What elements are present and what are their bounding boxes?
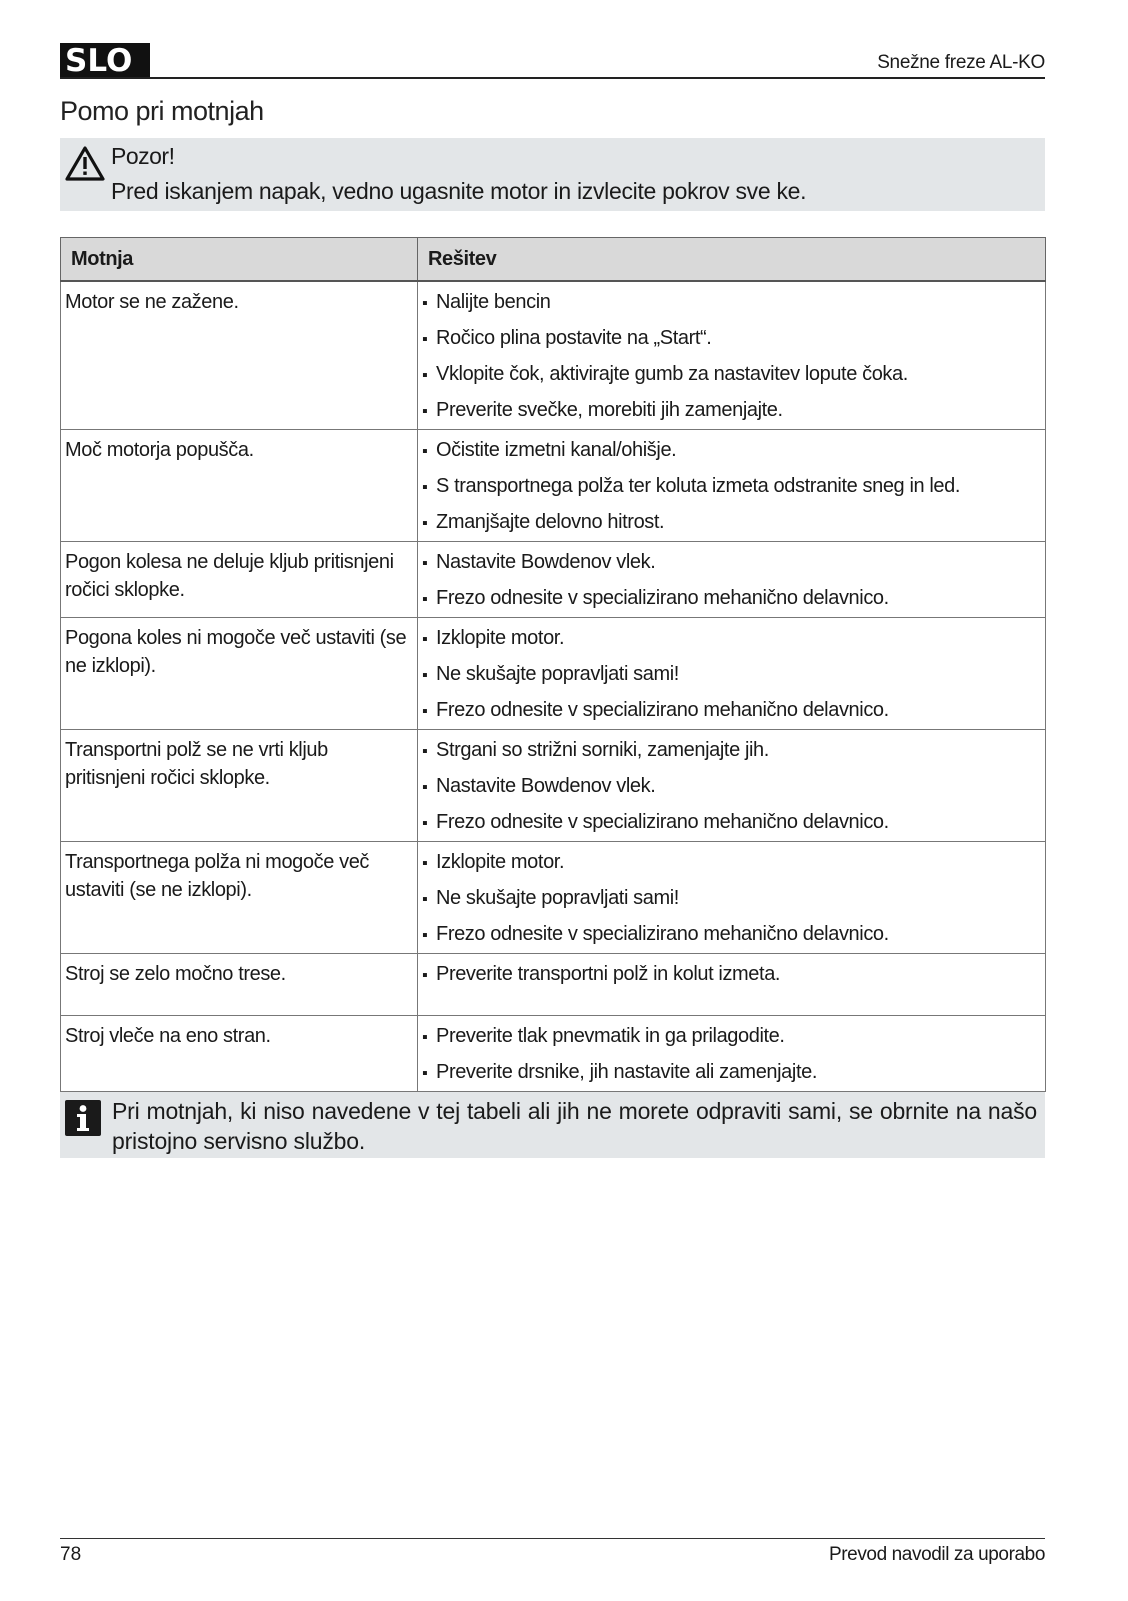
- solution-item: [422, 657, 1041, 693]
- fault-cell: Stroj se zelo močno trese.: [61, 953, 418, 1015]
- solution-item: [422, 621, 1041, 657]
- solution-list: [422, 545, 1041, 617]
- solution-item: [422, 545, 1041, 581]
- bullet-icon: ▪: [422, 890, 428, 908]
- solution-cell: [418, 429, 1046, 541]
- solution-item: [422, 805, 1041, 841]
- solution-cell: [418, 617, 1046, 729]
- bullet-icon: ▪: [422, 702, 428, 720]
- bullet-icon: ▪: [422, 442, 428, 460]
- solution-list: [422, 957, 1041, 993]
- warning-box: [60, 138, 1045, 211]
- solution-list: [422, 621, 1041, 729]
- bullet-icon: ▪: [422, 1064, 428, 1082]
- solution-list: [422, 285, 1041, 429]
- solution-item: [422, 1055, 1041, 1091]
- solution-text: S transportnega polža ter koluta izmeta odstranite sneg in led.: [436, 474, 961, 497]
- fault-cell: Stroj vleče na eno stran.: [61, 1015, 418, 1091]
- solution-text: Zmanjšajte delovno hitrost.: [436, 510, 665, 533]
- solution-list: [422, 733, 1041, 841]
- page-number: 78: [60, 1544, 82, 1565]
- solution-cell: [418, 953, 1046, 1015]
- solution-text: Nastavite Bowdenov vlek.: [436, 550, 656, 573]
- solution-item: [422, 845, 1041, 881]
- bullet-icon: ▪: [422, 590, 428, 608]
- solution-text: Nastavite Bowdenov vlek.: [436, 774, 656, 797]
- table-row: [61, 429, 1046, 541]
- bullet-icon: ▪: [422, 1028, 428, 1046]
- bullet-icon: ▪: [422, 854, 428, 872]
- bullet-icon: ▪: [422, 742, 428, 760]
- solution-text: Preverite tlak pnevmatik in ga prilagodite.: [436, 1024, 785, 1047]
- bullet-icon: ▪: [422, 778, 428, 796]
- solution-item: [422, 469, 1041, 505]
- bullet-icon: ▪: [422, 514, 428, 532]
- solution-item: [422, 393, 1041, 429]
- fault-cell: Transportnega polža ni mogoče več ustaviti (se ne izklopi).: [61, 841, 418, 953]
- bullet-icon: ▪: [422, 814, 428, 832]
- solution-text: Izklopite motor.: [436, 626, 565, 649]
- solution-item: [422, 917, 1041, 953]
- table-row: [61, 1015, 1046, 1091]
- column-header-solution: Rešitev: [418, 238, 1046, 281]
- header-document-title: Snežne freze AL-KO: [877, 52, 1045, 73]
- table-row: [61, 729, 1046, 841]
- solution-item: [422, 733, 1041, 769]
- table-row: [61, 841, 1046, 953]
- solution-cell: [418, 841, 1046, 953]
- solution-item: [422, 433, 1041, 469]
- bullet-icon: ▪: [422, 554, 428, 572]
- solution-item: [422, 693, 1041, 729]
- solution-item: [422, 581, 1041, 617]
- solution-text: Frezo odnesite v specializirano mehanično delavnico.: [436, 810, 889, 833]
- fault-cell: Moč motorja popušča.: [61, 429, 418, 541]
- solution-item: [422, 881, 1041, 917]
- bullet-icon: ▪: [422, 330, 428, 348]
- solution-text: Izklopite motor.: [436, 850, 565, 873]
- solution-list: [422, 845, 1041, 953]
- column-header-fault: Motnja: [61, 238, 418, 281]
- solution-text: Ne skušajte popravljati sami!: [436, 886, 679, 909]
- table-header-row: [61, 238, 1046, 281]
- solution-text: Ne skušajte popravljati sami!: [436, 662, 679, 685]
- bullet-icon: ▪: [422, 966, 428, 984]
- footer-divider: [60, 1538, 1045, 1539]
- solution-item: [422, 505, 1041, 541]
- solution-text: Frezo odnesite v specializirano mehanično delavnico.: [436, 698, 889, 721]
- bullet-icon: ▪: [422, 402, 428, 420]
- solution-item: [422, 357, 1041, 393]
- solution-text: Strgani so strižni sorniki, zamenjajte jih.: [436, 738, 769, 761]
- bullet-icon: ▪: [422, 478, 428, 496]
- fault-cell: Pogon kolesa ne deluje kljub pritisnjeni ročici sklopke.: [61, 541, 418, 617]
- bullet-icon: ▪: [422, 666, 428, 684]
- solution-text: Frezo odnesite v specializirano mehanično delavnico.: [436, 922, 889, 945]
- table-row: [61, 541, 1046, 617]
- warning-triangle-icon: [65, 146, 105, 182]
- table-row: [61, 281, 1046, 430]
- solution-text: Nalijte bencin: [436, 290, 551, 313]
- solution-text: Preverite drsnike, jih nastavite ali zamenjajte.: [436, 1060, 817, 1083]
- fault-cell: Pogona koles ni mogoče več ustaviti (se ne izklopi).: [61, 617, 418, 729]
- header-divider: [60, 77, 1045, 79]
- fault-cell: Transportni polž se ne vrti kljub pritisnjeni ročici sklopke.: [61, 729, 418, 841]
- info-text: Pri motnjah, ki niso navedene v tej tabeli ali jih ne morete odpraviti sami, se obrnite na našo pristojno servisno službo.: [112, 1098, 1037, 1154]
- table-body: [61, 281, 1046, 1092]
- solution-text: Očistite izmetni kanal/ohišje.: [436, 438, 677, 461]
- warning-text: Pred iskanjem napak, vedno ugasnite motor in izvlecite pokrov sve ke.: [111, 178, 807, 204]
- solution-item: [422, 957, 1041, 993]
- solution-cell: [418, 1015, 1046, 1091]
- page-title: Pomo pri motnjah: [60, 96, 264, 126]
- solution-cell: [418, 281, 1046, 430]
- solution-text: Preverite transportni polž in kolut izmeta.: [436, 962, 781, 985]
- solution-cell: [418, 729, 1046, 841]
- bullet-icon: ▪: [422, 294, 428, 312]
- bullet-icon: ▪: [422, 366, 428, 384]
- language-badge: SLO: [60, 43, 150, 79]
- bullet-icon: ▪: [422, 926, 428, 944]
- solution-list: [422, 1019, 1041, 1091]
- solution-text: Preverite svečke, morebiti jih zamenjajte.: [436, 398, 783, 421]
- troubleshooting-table: [60, 237, 1046, 1092]
- solution-item: [422, 285, 1041, 321]
- warning-heading: Pozor!: [111, 143, 175, 169]
- solution-text: Vklopite čok, aktivirajte gumb za nastavitev lopute čoka.: [436, 362, 908, 385]
- solution-item: [422, 769, 1041, 805]
- table-row: [61, 617, 1046, 729]
- solution-list: [422, 433, 1041, 541]
- solution-cell: [418, 541, 1046, 617]
- info-box: [60, 1092, 1045, 1158]
- solution-text: Ročico plina postavite na „Start“.: [436, 326, 712, 349]
- footer-document-title: Prevod navodil za uporabo: [828, 1544, 1045, 1565]
- bullet-icon: ▪: [422, 630, 428, 648]
- fault-cell: Motor se ne zažene.: [61, 281, 418, 430]
- solution-text: Frezo odnesite v specializirano mehanično delavnico.: [436, 586, 889, 609]
- table-row: [61, 953, 1046, 1015]
- info-icon: [65, 1100, 101, 1136]
- solution-item: [422, 1019, 1041, 1055]
- solution-item: [422, 321, 1041, 357]
